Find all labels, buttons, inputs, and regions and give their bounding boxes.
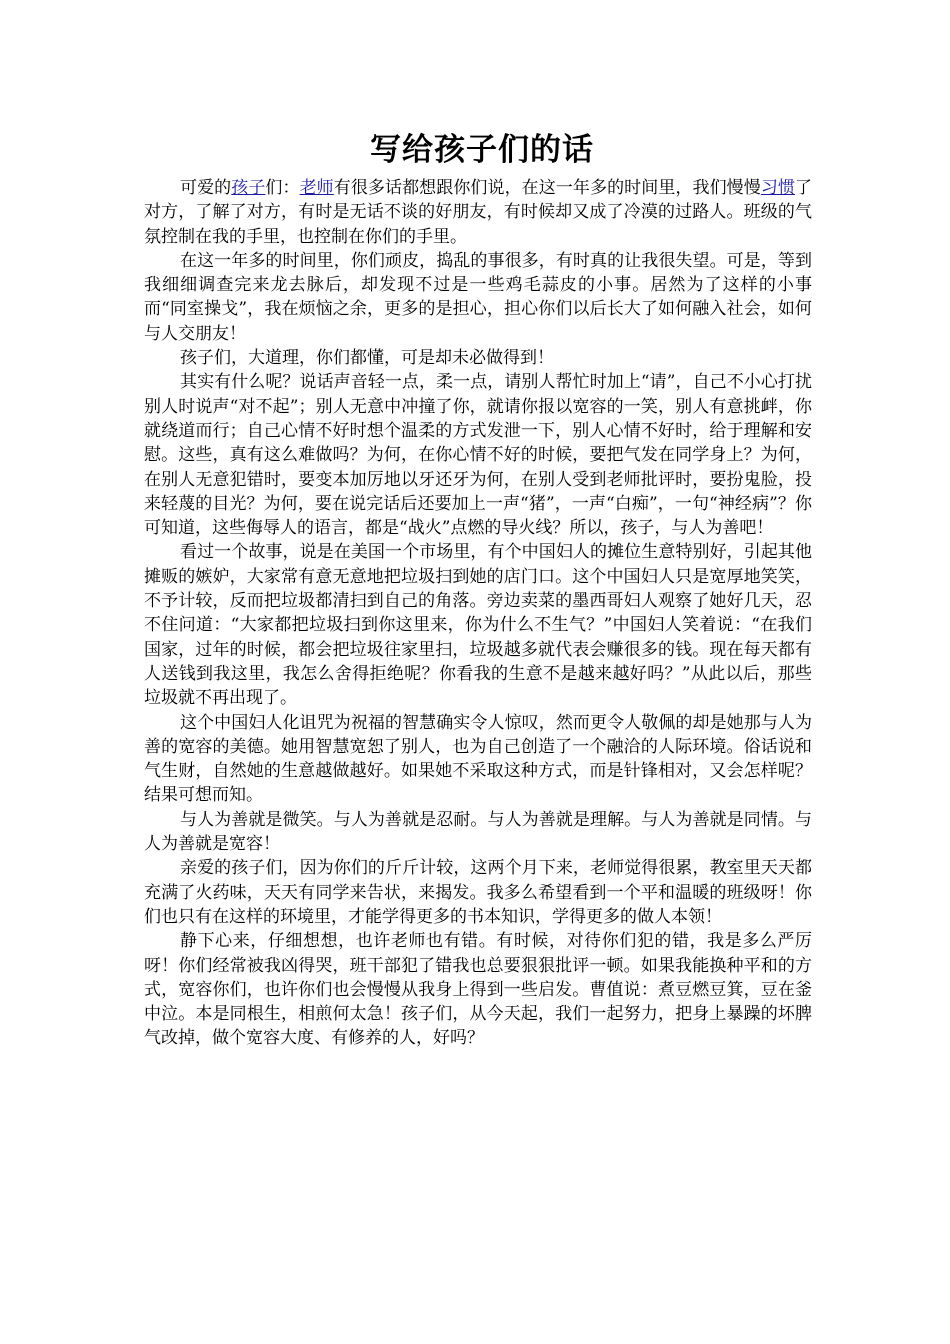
paragraph: 看过一个故事，说是在美国一个市场里，有个中国妇人的摊位生意特别好，引起其他摊贩的嫉妒，大家常有意无意地把垃圾扫到她的店门口。这个中国妇人只是宽厚地笑笑，不予计较，反而把垃圾都清扫到自己的角落。旁边卖菜的墨西哥妇人观察了她好几天，忍不住问道：“大家都把垃圾扫到你这里来，你为什么不生气？”中国妇人笑着说：“在我们国家，过年的时候，都会把垃圾往家里扫，垃圾越多就代表会赚很多的钱。现在每天都有人送钱到我这里，我怎么舍得拒绝呢？你看我的生意不是越来越好吗？”从此以后，那些垃圾就不再出现了。 <box>144 542 812 709</box>
paragraph: 其实有什么呢？说话声音轻一点，柔一点，请别人帮忙时加上“请”，自己不小心打扰别人时说声“对不起”；别人无意中冲撞了你，就请你报以宽容的一笑，别人有意挑衅，你就绕道而行；自己心情不好时想个温柔的方式发泄一下，别人心情不好时，给于理解和安慰。这些，真有这么难做吗？为何，在你心情不好的时候，要把气发在同学身上？为何，在别人无意犯错时，要变本加厉地以牙还牙为何，在别人受到老师批评时，要扮鬼脸，投来轻蔑的目光？为何，要在说完话后还要加上一声“猪”，一声“白痴”，一句“神经病”？你可知道，这些侮辱人的语言，都是“战火”点燃的导火线？所以，孩子，与人为善吧！ <box>144 372 812 539</box>
intro-text-1: 可爱的 <box>180 178 232 198</box>
link-teacher[interactable]: 老师 <box>299 178 334 198</box>
paragraph: 亲爱的孩子们，因为你们的斤斤计较，这两个月下来，老师觉得很累，教室里天天都充满了火药味，天天有同学来告状，来揭发。我多么希望看到一个平和温暖的班级呀！你们也只有在这样的环境里，才能学得更多的书本知识，学得更多的做人本领！ <box>144 858 812 927</box>
paragraph: 孩子们，大道理，你们都懂，可是却未必做得到！ <box>180 348 554 369</box>
document-title: 写给孩子们的话 <box>370 132 594 168</box>
paragraph: 在这一年多的时间里，你们顽皮，捣乱的事很多，有时真的让我很失望。可是，等到我细细调查完来龙去脉后，却发现不过是一些鸡毛蒜皮的小事。居然为了这样的小事而“同室操戈”，我在烦恼之余，更多的是担心，担心你们以后长大了如何融入社会，如何与人交朋友！ <box>144 250 812 344</box>
document-page <box>144 128 812 1051</box>
link-habit[interactable]: 习惯 <box>760 178 796 198</box>
intro-paragraph <box>144 176 812 249</box>
intro-text-4: 了对方，了解了对方，有时是无话不谈的好朋友，有时候却又成了冷漠的过路人。班级的气氛控制在我的手里，也控制在你们的手里。 <box>144 178 813 247</box>
intro-text-3: 有很多话都想跟你们说，在这一年多的时间里，我们慢慢 <box>333 178 761 198</box>
paragraph: 与人为善就是微笑。与人为善就是忍耐。与人为善就是理解。与人为善就是同情。与人为善就是宽容！ <box>144 809 812 855</box>
paragraph: 这个中国妇人化诅咒为祝福的智慧确实令人惊叹，然而更令人敬佩的却是她那与人为善的宽容的美德。她用智慧宽恕了别人，也为自己创造了一个融洽的人际环境。俗话说和气生财，自然她的生意越做越好。如果她不采取这种方式，而是针锋相对，又会怎样呢？结果可想而知。 <box>144 712 812 806</box>
paragraph: 静下心来，仔细想想，也许老师也有错。有时候，对待你们犯的错，我是多么严厉呀！你们经常被我凶得哭，班干部犯了错我也总要狠狠批评一顿。如果我能换种平和的方式，宽容你们，也许你们也会慢慢从我身上得到一些启发。曹值说：煮豆燃豆箕，豆在釜中泣。本是同根生，相煎何太急！孩子们，从今天起，我们一起努力，把身上暴躁的坏脾气改掉，做个宽容大度、有修养的人，好吗？ <box>144 931 812 1049</box>
intro-text-2: 们： <box>265 178 300 198</box>
link-children[interactable]: 孩子 <box>231 178 266 198</box>
